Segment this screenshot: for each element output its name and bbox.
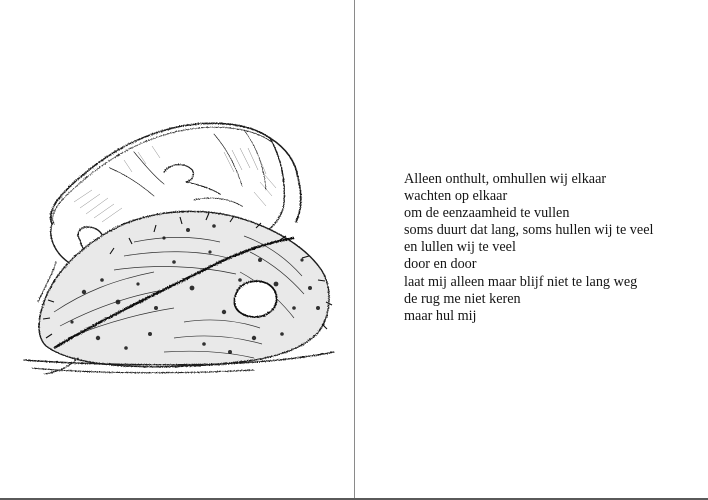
- poem-line: laat mij alleen maar blijf niet te lang weg: [404, 273, 638, 290]
- left-page: [0, 0, 354, 499]
- poem-line: en lullen wij te veel: [404, 239, 516, 256]
- ink-sketch-illustration: [14, 112, 344, 380]
- poem: [404, 171, 653, 325]
- poem-line: maar hul mij: [404, 307, 477, 324]
- textured-form: [39, 211, 332, 366]
- poem-line: de rug me niet keren: [404, 290, 521, 307]
- right-page: [355, 0, 708, 499]
- hand-hatching: [74, 146, 276, 222]
- poem-line: soms duurt dat lang, soms hullen wij te veel: [404, 222, 654, 239]
- poem-line: door en door: [404, 256, 477, 273]
- poem-line: om de eenzaamheid te vullen: [404, 205, 570, 222]
- poem-line: Alleen onthult, omhullen wij elkaar: [404, 171, 607, 187]
- poem-line: wachten op elkaar: [404, 188, 508, 205]
